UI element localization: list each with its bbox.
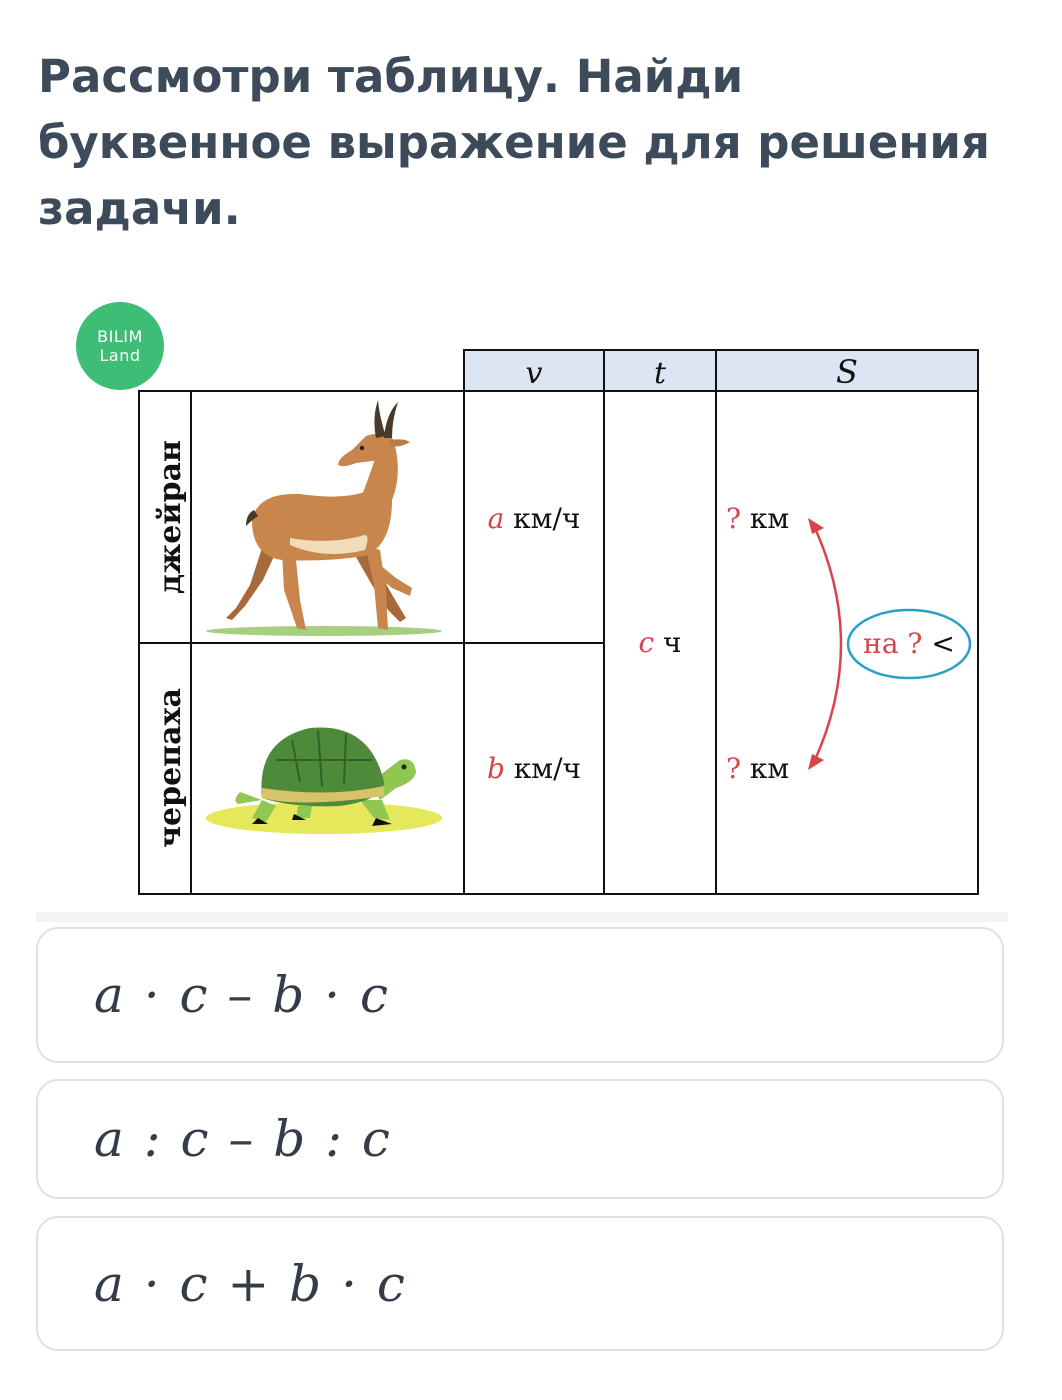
answer-option-2[interactable] (36, 1079, 1004, 1199)
header-s-label: S (836, 353, 858, 391)
answer-option-3-text: a · c + b · c (94, 1254, 407, 1313)
header-v-label: v (525, 356, 543, 391)
answer-option-1-text: a · c – b · c (94, 966, 390, 1024)
speed-b-unit: км/ч (504, 752, 582, 785)
header-t-label: t (653, 356, 667, 391)
compare-word: на (863, 627, 899, 660)
time-var: c (638, 626, 655, 659)
compare-question: ? (898, 627, 923, 660)
compare-arrow (814, 526, 841, 762)
distance-2-unit: км (741, 752, 790, 785)
svg-text:на ? < (863, 627, 955, 660)
time-unit: ч (654, 626, 682, 659)
gazelle-icon (206, 400, 442, 636)
arrow-head-bottom-icon (808, 754, 824, 770)
svg-text:c ч (638, 626, 681, 659)
distance-1-unit: км (741, 502, 790, 535)
question-text: Рассмотри таблицу. Найди буквенное выражение для решения задачи. (38, 50, 990, 235)
divider (36, 912, 1008, 922)
row-label-turtle: черепаха (153, 688, 188, 848)
distance-2-question: ? (726, 752, 742, 785)
speed-a-unit: км/ч (504, 502, 581, 535)
speed-b-var: b (486, 752, 505, 785)
svg-text:? км (726, 502, 789, 535)
distance-1-question: ? (726, 502, 742, 535)
answer-option-2-text: a : c – b : c (94, 1110, 392, 1168)
arrow-head-top-icon (808, 518, 824, 534)
row-label-gazelle: джейран (153, 440, 188, 594)
speed-a-var: a (487, 502, 505, 535)
turtle-icon (206, 727, 442, 834)
svg-text:b км/ч (487, 752, 581, 785)
logo-line-2: Land (99, 346, 141, 365)
compare-sign: < (922, 627, 955, 660)
answer-option-1[interactable] (36, 927, 1004, 1063)
svg-text:a км/ч (488, 502, 581, 535)
answer-option-3[interactable] (36, 1216, 1004, 1351)
logo-line-1: BILIM (97, 327, 143, 346)
svg-text:? км (726, 752, 789, 785)
